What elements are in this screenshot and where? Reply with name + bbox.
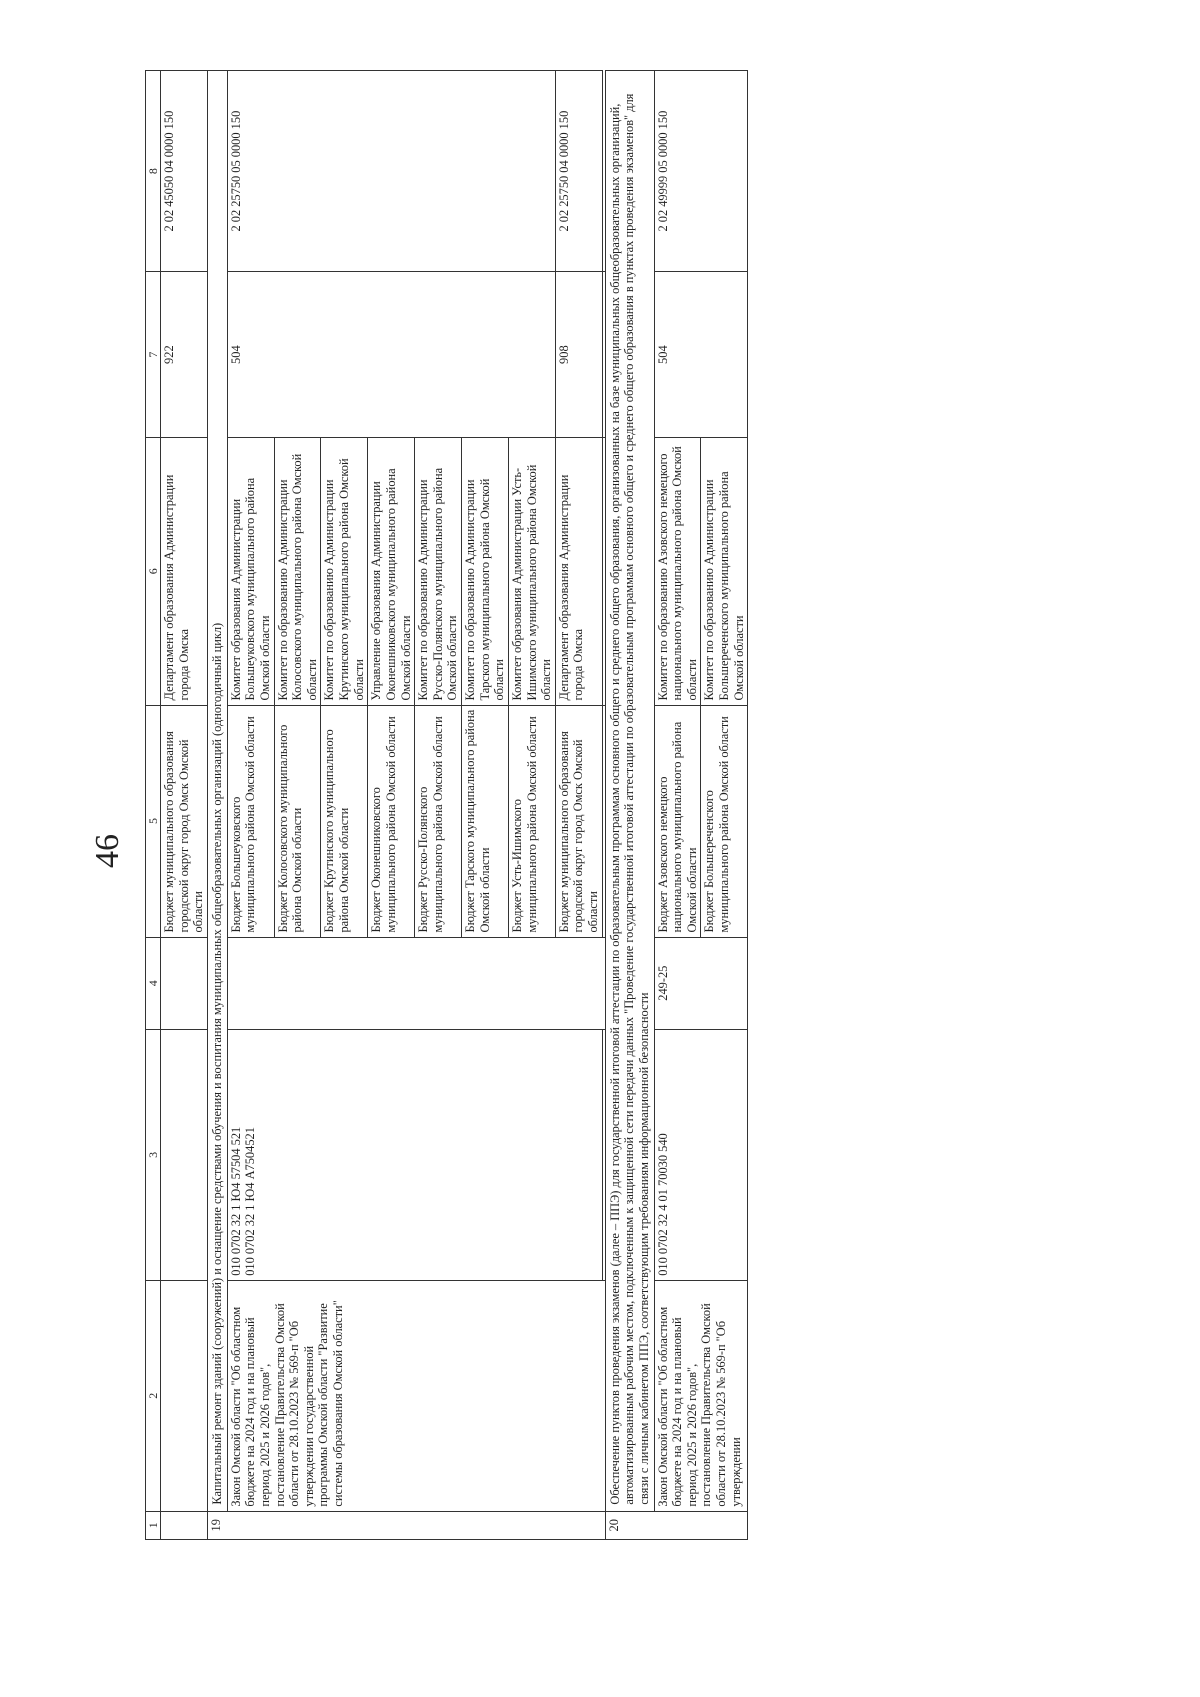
col4-cell: 249-25 xyxy=(654,937,748,1029)
header-cell: 5 xyxy=(146,705,161,937)
budget-cell: Бюджет Азовского немецкого национального муниципального района Омской области xyxy=(654,705,701,937)
header-cell: 7 xyxy=(146,272,161,438)
budget-cell: Бюджет Крутинского муниципального района Омской области xyxy=(321,705,368,937)
header-cell: 4 xyxy=(146,937,161,1029)
rotated-table-container xyxy=(145,70,845,1540)
basis-cell: Закон Омской области "Об областном бюджете на 2024 год и на плановый период 2025 и 2026 годов", постановление Правительства Омской области от 28.10.2023 № 569-п "Об утверждении xyxy=(654,1280,748,1511)
page-number: 46 xyxy=(89,834,126,868)
row-number: 20 xyxy=(605,1511,748,1539)
kbk-cell: 2 02 25750 04 0000 150 xyxy=(555,71,602,272)
admin-cell: Комитет по образованию Администрации Тарского муниципального района Омской области xyxy=(462,438,509,706)
code-cell: 504 xyxy=(227,272,555,438)
codes-cell: 010 0702 32 4 01 70030 540 xyxy=(654,1029,748,1280)
budget-cell: Бюджет муниципального образования городской округ город Омск Омской области xyxy=(555,705,602,937)
code-line: 010 0702 32 1 Ю4 А7504521 xyxy=(243,1127,258,1276)
basis-cell: Закон Омской области "Об областном бюджете на 2024 год и на плановый период 2025 и 2026 годов", постановление Правительства Омской области от 28.10.2023 № 569-п "Об утверждении государственной программы Омской области "Развитие системы образования Омской области" xyxy=(227,1280,605,1511)
admin-cell: Комитет образования Администрации Усть-Ишимского муниципального района Омской области xyxy=(508,438,555,706)
table-row xyxy=(161,71,208,1540)
codes-cell xyxy=(227,1029,602,1280)
table-row xyxy=(654,71,701,1540)
admin-cell: Комитет по образованию Азовского немецкого национального муниципального района Омской области xyxy=(654,438,701,706)
budget-cell: Бюджет Оконешниковского муниципального района Омской области xyxy=(368,705,415,937)
header-cell: 6 xyxy=(146,438,161,706)
admin-cell: Комитет по образованию Администрации Крутинского муниципального района Омской области xyxy=(321,438,368,706)
section-title-row xyxy=(605,71,654,1540)
header-cell: 1 xyxy=(146,1511,161,1539)
admin-cell: Комитет по образованию Администрации Колосовского муниципального района Омской области xyxy=(274,438,321,706)
budget-cell: Бюджет Большереченского муниципального района Омской области xyxy=(701,705,748,937)
row-number: 19 xyxy=(208,1511,606,1539)
budget-cell: Бюджет Тарского муниципального района Омской области xyxy=(462,705,509,937)
budget-cell: Бюджет муниципального образования городской округ город Омск Омской области xyxy=(161,705,208,937)
budget-cell: Бюджет Колосовского муниципального района Омской области xyxy=(274,705,321,937)
budget-cell: Бюджет Русско-Полянского муниципального района Омской области xyxy=(415,705,462,937)
section-title: Обеспечение пунктов проведения экзаменов (далее – ППЭ) для государственной итоговой аттестации по образовательным программам основного общего и среднего общего образования, организованных на базе муниципальных общеобразовательных организаций, автоматизированным рабочим местом, подключенным к защищенной сети передачи данных "Проведение государственной итоговой аттестации по образовательным программам основного общего и среднего общего образования в пунктах проведения экзаменов" для связи с личным кабинетом ППЭ, соответствующим требованиям информационной безопасности xyxy=(605,71,654,1512)
budget-cell: Бюджет Большеуковского муниципального района Омской области xyxy=(227,705,274,937)
code-line: 010 0702 32 1 Ю4 57504 521 xyxy=(228,1126,243,1276)
kbk-cell: 2 02 45050 04 0000 150 xyxy=(161,71,208,272)
code-cell: 504 xyxy=(654,272,748,438)
code-cell: 908 xyxy=(555,272,602,438)
kbk-cell: 2 02 49999 05 0000 150 xyxy=(654,71,748,272)
admin-cell: Комитет по образованию Администрации Большереченского муниципального района Омской области xyxy=(701,438,748,706)
section-title: Капитальный ремонт зданий (сооружений) и оснащение средствами обучения и воспитания муниципальных общеобразовательных организаций (одногодичный цикл) xyxy=(208,71,228,1512)
admin-cell: Комитет по образованию Администрации Русско-Полянского муниципального района Омской области xyxy=(415,438,462,706)
admin-cell: Департамент образования Администрации города Омска xyxy=(555,438,602,706)
admin-cell: Департамент образования Администрации города Омска xyxy=(161,438,208,706)
table-row xyxy=(227,71,274,1540)
section-title-row xyxy=(208,71,228,1540)
header-cell: 2 xyxy=(146,1280,161,1511)
header-cell: 3 xyxy=(146,1029,161,1280)
header-row xyxy=(146,71,161,1540)
admin-cell: Управление образования Администрации Оконешниковского муниципального района Омской области xyxy=(368,438,415,706)
code-cell: 922 xyxy=(161,272,208,438)
kbk-cell: 2 02 25750 05 0000 150 xyxy=(227,71,555,272)
budget-cell: Бюджет Усть-Ишимского муниципального района Омской области xyxy=(508,705,555,937)
header-cell: 8 xyxy=(146,71,161,272)
budget-table xyxy=(145,70,748,1540)
admin-cell: Комитет образования Администрации Большеуковского муниципального района Омской области xyxy=(227,438,274,706)
